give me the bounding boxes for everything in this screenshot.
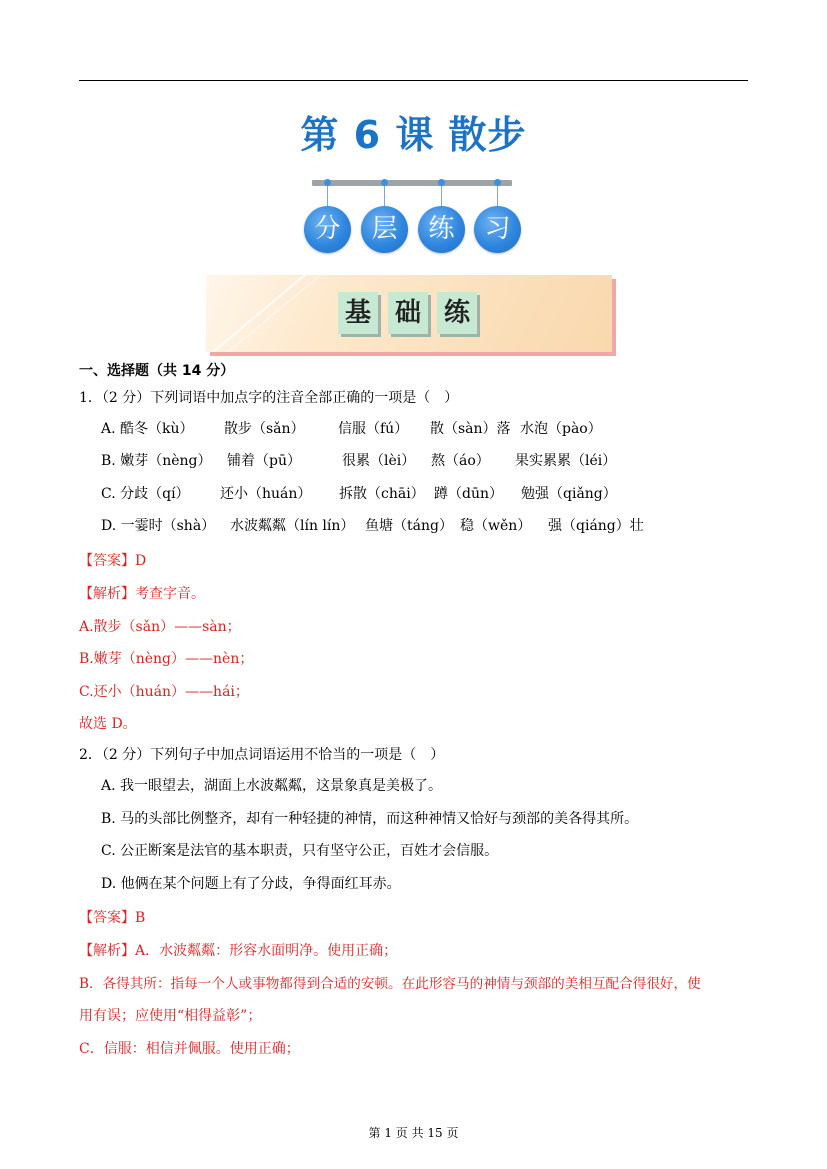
q1-option-b-3: 很累（lèi） [342, 453, 416, 469]
q1-option-b-4: 熬（áo） [431, 453, 490, 469]
q1-analysis-line: A.散步（sǎn）——sàn； [79, 619, 241, 635]
q1-option-a-5: 水泡（pào） [520, 421, 602, 437]
banner-circle: 练 [418, 206, 465, 253]
page-title: 第 6 课 散步 [300, 113, 527, 157]
rail-string [327, 186, 328, 208]
q2-option-a: A. 我一眼望去，湖面上水波粼粼，这景象真是美极了。 [101, 778, 443, 794]
q2-analysis [79, 942, 397, 960]
q1-option-c-4: 蹲（dūn） [434, 486, 503, 502]
q2-analysis-head: 【解析】 [79, 943, 135, 959]
q2-answer: 【答案】B [79, 910, 146, 926]
q2-analysis-a: A．水波粼粼：形容水面明净。使用正确； [135, 943, 398, 959]
rail-string [497, 186, 498, 208]
banner-circle: 分 [304, 206, 351, 253]
banner-tile: 基 [338, 292, 378, 334]
q1-option-d-1: D. 一霎时（shà） [101, 518, 216, 534]
q1-option-d-5: 强（qiáng）壮 [548, 518, 644, 534]
banner-rail [312, 180, 512, 186]
q1-analysis-line: B.嫩芽（nèng）——nèn； [79, 651, 254, 667]
banner-tile: 础 [388, 292, 428, 334]
question-1-stem: 1．（2 分）下列词语中加点字的注音全部正确的一项是（ ） [79, 390, 459, 406]
q1-answer: 【答案】D [79, 553, 147, 569]
q2-option-b: B. 马的头部比例整齐，却有一种轻捷的神情，而这种神情又恰好与颈部的美各得其所。 [101, 811, 639, 827]
q1-option-a-4: 散（sàn）落 [430, 421, 511, 437]
q2-analysis-b-cont: 用有误；应使用“相得益彰”； [79, 1008, 262, 1024]
q1-option-c-2: 还小（huán） [220, 486, 312, 502]
q1-option-c-1: C. 分歧（qí） [101, 486, 190, 502]
rail-dot [494, 179, 501, 186]
question-2-stem: 2．（2 分）下列句子中加点词语运用不恰当的一项是（ ） [79, 747, 445, 763]
q1-option-c-3: 拆散（chāi） [339, 486, 425, 502]
q1-option-a-1: A. 酷冬（kù） [101, 421, 194, 437]
q1-option-b-5: 果实累累（léi） [515, 453, 617, 469]
section-heading: 一、选择题（共 14 分） [79, 363, 235, 379]
q2-analysis-c: C．信服：相信并佩服。使用正确； [79, 1041, 300, 1057]
banner-circle: 层 [361, 206, 408, 253]
page-footer: 第 1 页 共 15 页 [368, 1126, 459, 1140]
q1-option-d-4: 稳（wěn） [460, 518, 532, 534]
q1-analysis-line: C.还小（huán）——hái； [79, 684, 249, 700]
q1-option-d-3: 鱼塘（táng） [365, 518, 453, 534]
rail-string [384, 186, 385, 208]
q2-option-d: D. 他俩在某个问题上有了分歧，争得面红耳赤。 [101, 876, 401, 892]
q1-option-c-5: 勉强（qiǎng） [521, 486, 617, 502]
q1-option-b-1: B. 嫩芽（nèng） [101, 453, 212, 469]
q1-option-a-2: 散步（sǎn） [224, 421, 305, 437]
q1-analysis: 【解析】考查字音。 [79, 586, 205, 602]
q1-option-d-2: 水波粼粼（lín lín） [230, 518, 355, 534]
banner-circle: 习 [474, 206, 521, 253]
header-rule [79, 80, 748, 81]
q1-option-a-3: 信服（fú） [338, 421, 409, 437]
rail-dot [438, 179, 445, 186]
rail-dot [324, 179, 331, 186]
rail-string [441, 186, 442, 208]
q1-option-b-2: 铺着（pū） [227, 453, 301, 469]
q2-analysis-b: B．各得其所：指每一个人或事物都得到合适的安顿。在此形容马的神情与颈部的美相互配合得很好，使 [79, 976, 701, 992]
q1-analysis-line: 故选 D。 [79, 716, 137, 732]
banner-tile: 练 [437, 292, 477, 334]
q2-option-c: C. 公正断案是法官的基本职责，只有坚守公正，百姓才会信服。 [101, 843, 499, 859]
rail-dot [381, 179, 388, 186]
